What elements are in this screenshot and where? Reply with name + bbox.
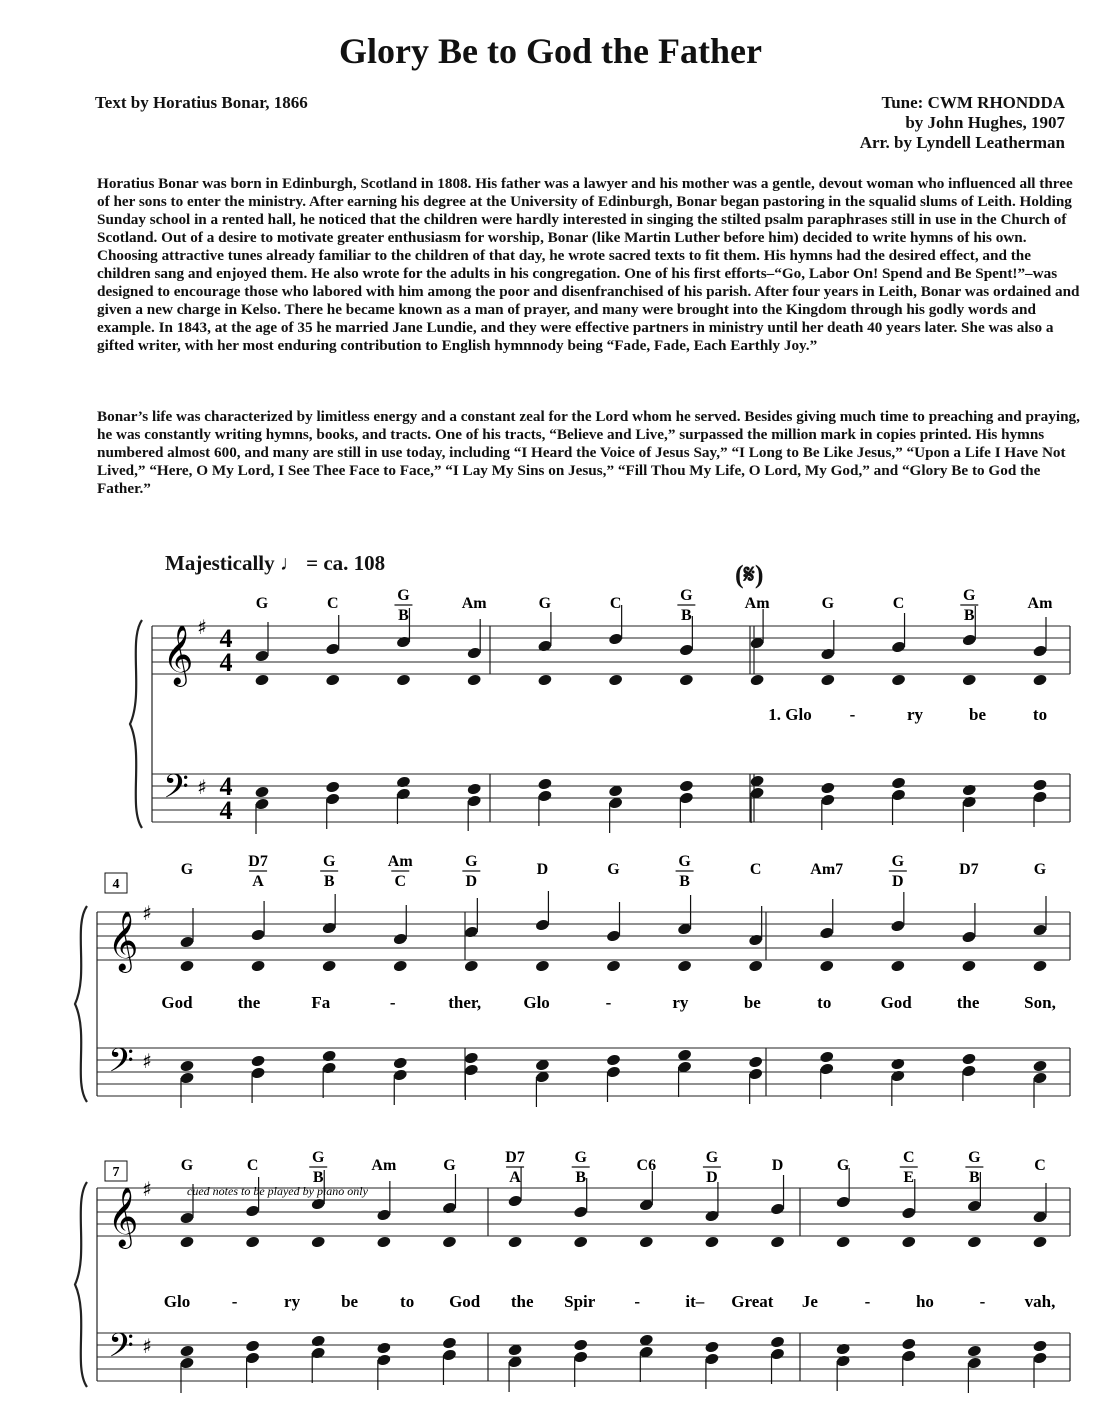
note-head [325, 673, 340, 686]
note-head [179, 1344, 194, 1357]
note-head [820, 781, 835, 794]
chord-bass-note: B [969, 1169, 980, 1186]
chord-symbol: C [749, 861, 762, 878]
chord-symbol: Am7 [810, 861, 844, 878]
chord-symbol: G [180, 861, 194, 878]
chord-symbol: G [680, 587, 693, 604]
note-head [961, 1052, 976, 1065]
note-head [466, 782, 481, 795]
lyric-syllable: Spir [564, 1292, 596, 1311]
chord-bass-note: B [963, 607, 975, 624]
chord-symbol: G [968, 1149, 981, 1166]
note-head [254, 673, 269, 686]
note-head [393, 1056, 408, 1069]
note-head [464, 959, 479, 972]
chord-bass-note: B [312, 1169, 324, 1186]
chord-symbol: Am [1027, 595, 1053, 612]
lyric-syllable: be [969, 705, 986, 724]
note-head [376, 1341, 391, 1354]
lyric-syllable: to [1032, 705, 1048, 724]
note-head [1032, 1059, 1047, 1072]
chord-symbol: C [326, 595, 339, 612]
note-head [961, 959, 976, 972]
treble-clef-icon: 𝄞 [107, 1187, 139, 1247]
chord-bass-note: B [575, 1169, 587, 1186]
time-signature: 4 [219, 796, 233, 825]
chord-symbol: G [678, 853, 691, 870]
lyric-syllable: ry [284, 1292, 301, 1311]
sharp-icon: ♯ [142, 1049, 152, 1073]
lyric-syllable: be [341, 1292, 359, 1311]
lyric-syllable: 1. Glo [768, 705, 812, 724]
lyric-syllable: Son, [1024, 993, 1056, 1012]
quarter-note-icon: ♩ [279, 551, 301, 575]
sharp-icon: ♯ [197, 615, 207, 639]
note-head [573, 1338, 588, 1351]
lyric-syllable: vah, [1024, 1292, 1056, 1311]
chord-symbol: Am [744, 595, 770, 612]
lyric-syllable: ther, [448, 993, 482, 1012]
biography-paragraph-1: Horatius Bonar was born in Edinburgh, Scotland in 1808. His father was a lawyer and his mother was a gentle, devout woman who influenced all three of her sons to enter the ministry. After earning his degree at the University of Edinburgh, Bonar began pastoring in the squalid slums of Leith. Holding Sunday school in a rented hall, he noticed that the children were hardly interested in singing the stilted psalm paraphrases still in use in the Church of Scotland. Out of a desire to motivate greater enthusiasm for worship, Bonar (like Martin Luther before him) decided to write hymns of his own. Choosing attractive tunes already familiar to the children of that day, he wrote sacred texts to fit them. His hymns had the desired effect, and the children sang and enjoyed them. He also wrote for the adults in his congregation. One of his first efforts–“Go, Labor On! Spend and Be Spent!”–was designed to encourage those who labored with him among the poor and disenfranchised of his parish. After four years in Leith, Bonar was ordained and given a new charge in Kelso. There he became known as a man of prayer, and many were brought into the Kingdom through his godly words and example. In 1843, at the age of 35 he married Jane Lundie, and they were effective partners in ministry until her death 40 years later. She was also a gifted writer, with her most enduring contribution to English hymnnody being “Fade, Fade, Each Earthly Joy.” [97, 175, 1080, 354]
chord-bass-note: E [903, 1169, 915, 1186]
note-head [819, 1050, 834, 1063]
chord-bass-note: A [509, 1169, 521, 1186]
note-head [179, 959, 194, 972]
lyric-syllable: Great [731, 1292, 774, 1311]
note-head [639, 1235, 654, 1248]
chord-symbol: G [322, 853, 336, 870]
lyric-syllable: - [849, 705, 856, 724]
sharp-icon: ♯ [142, 1177, 152, 1201]
note-head [1032, 1235, 1047, 1248]
bass-clef-icon: 𝄢 [163, 768, 189, 814]
tempo-text: Majestically [165, 551, 275, 575]
sharp-icon: ♯ [142, 1334, 152, 1358]
chord-symbol: G [1033, 861, 1047, 878]
chord-symbol: G [443, 1157, 456, 1174]
chord-symbol: C [892, 595, 905, 612]
chord-symbol: C [246, 1157, 259, 1174]
bass-clef-icon: 𝄢 [108, 1042, 134, 1088]
chord-symbol: G [180, 1157, 194, 1174]
lyric-syllable: God [449, 1292, 481, 1311]
note-head [179, 1235, 194, 1248]
note-head [901, 1235, 916, 1248]
note-head [820, 673, 835, 686]
note-head [537, 673, 552, 686]
chord-symbol: Am [461, 595, 487, 612]
chord-symbol: D [536, 861, 549, 878]
note-head [890, 1057, 905, 1070]
lyric-syllable: - [231, 1292, 238, 1311]
sharp-icon: ♯ [142, 901, 152, 925]
chord-bass-note: B [323, 873, 335, 890]
segno-mark: (𝄋) [735, 560, 764, 589]
chord-bass-note: C [394, 873, 407, 890]
lyric-syllable: ry [906, 705, 924, 724]
chord-symbol: Am [371, 1157, 397, 1174]
lyric-syllable: the [237, 993, 261, 1012]
chord-symbol: G [397, 587, 410, 604]
note-head [679, 673, 694, 686]
chord-symbol: G [607, 861, 620, 878]
note-head [901, 1337, 916, 1350]
chord-bass-note: D [465, 873, 478, 890]
note-head [507, 1235, 522, 1248]
chord-symbol: G [891, 853, 905, 870]
grand-staff-brace [130, 620, 142, 828]
note-head [250, 1054, 265, 1067]
note-head [464, 1051, 479, 1064]
note-head [748, 1055, 763, 1068]
note-head [442, 1336, 457, 1349]
chord-symbol: G [836, 1157, 850, 1174]
note-head [962, 673, 977, 686]
treble-clef-icon: 𝄞 [162, 625, 194, 685]
note-head [835, 1342, 850, 1355]
lyric-syllable: Glo [523, 993, 550, 1012]
time-signature: 4 [219, 772, 233, 801]
note-head [535, 959, 550, 972]
note-head [606, 959, 621, 972]
note-head [704, 1235, 719, 1248]
note-head [250, 959, 265, 972]
lyric-syllable: - [605, 993, 612, 1012]
lyric-syllable: - [634, 1292, 641, 1311]
chord-bass-note: D [706, 1169, 718, 1186]
note-head [748, 959, 763, 972]
note-head [891, 776, 906, 789]
chord-symbol: D7 [248, 853, 268, 870]
tune-name: Tune: CWM RHONDDA [881, 93, 1065, 112]
tempo-value: = ca. 108 [306, 551, 386, 575]
note-head [606, 1053, 621, 1066]
chord-symbol: G [574, 1149, 587, 1166]
lyric-syllable: God [161, 993, 193, 1012]
chord-symbol: C [609, 595, 622, 612]
note-head [245, 1235, 260, 1248]
chord-symbol: C [1034, 1157, 1046, 1174]
grand-staff-brace [75, 1182, 87, 1387]
time-signature: 4 [219, 648, 233, 677]
chord-bass-note: B [679, 873, 690, 890]
note-head [466, 673, 481, 686]
measure-number: 4 [112, 877, 120, 892]
note-head [245, 1339, 260, 1352]
chord-symbol: G [255, 595, 269, 612]
cue-notes-instruction: cued notes to be played by piano only [187, 1184, 368, 1198]
note-head [967, 1344, 982, 1357]
chord-bass-note: B [681, 607, 692, 624]
chord-symbol: D [771, 1157, 784, 1174]
note-head [819, 959, 834, 972]
arranger: Arr. by Lyndell Leatherman [859, 133, 1065, 152]
sharp-icon: ♯ [197, 775, 207, 799]
lyric-syllable: to [400, 1292, 415, 1311]
measure-number: 7 [112, 1165, 120, 1180]
chord-symbol: G [821, 595, 835, 612]
note-head [442, 1235, 457, 1248]
note-head [321, 1049, 336, 1062]
lyric-syllable: Glo [163, 1292, 191, 1311]
note-head [608, 673, 623, 686]
grand-staff-brace [75, 906, 87, 1102]
note-head [396, 673, 411, 686]
lyric-syllable: - [979, 1292, 986, 1311]
note-head [835, 1235, 850, 1248]
note-head [310, 1334, 325, 1347]
chord-symbol: G [705, 1149, 719, 1166]
biography-paragraph-2: Bonar’s life was characterized by limitless energy and a constant zeal for the Lord whom he served. Besides giving much time to preaching and praying, he was constantly writing hymns, books, and tracts. One of his tracts, “Believe and Live,” surpassed the million mark in copies printed. His hymns numbered almost 600, and many are still in use today, including “I Heard the Voice of Jesus Say,” “I Long to Be Like Jesus,” “Upon a Life I Have Not Lived,” “Here, O My Lord, I See Thee Face to Face,” “I Lay My Sins on Jesus,” “Fill Thou My Life, O Lord, My God,” and “Glory Be to God the Father.” [97, 408, 1080, 497]
note-head [179, 1059, 194, 1072]
lyric-syllable: Je [801, 1292, 818, 1311]
tune-composer: by John Hughes, 1907 [905, 113, 1065, 132]
lyric-syllable: - [389, 993, 396, 1012]
lyric-syllable: ho [915, 1292, 934, 1311]
time-signature: 4 [219, 624, 233, 653]
note-head [967, 1235, 982, 1248]
chord-symbol: G [312, 1149, 325, 1166]
chord-symbol: G [465, 853, 478, 870]
note-head [325, 780, 340, 793]
treble-clef-icon: 𝄞 [107, 911, 139, 971]
note-head [396, 775, 411, 788]
chord-symbol: G [538, 595, 552, 612]
note-head [1032, 1339, 1047, 1352]
note-head [393, 959, 408, 972]
text-credit: Text by Horatius Bonar, 1866 [95, 93, 308, 112]
chord-symbol: D7 [505, 1149, 525, 1166]
chord-bass-note: D [892, 873, 904, 890]
lyric-syllable: be [743, 993, 761, 1012]
note-head [1032, 778, 1047, 791]
lyric-syllable: God [880, 993, 912, 1012]
lyric-syllable: it– [685, 1292, 705, 1311]
chord-symbol: C6 [636, 1157, 657, 1174]
chord-symbol: G [963, 587, 976, 604]
lyric-syllable: the [956, 993, 980, 1012]
note-head [321, 959, 336, 972]
page-title: Glory Be to God the Father [339, 31, 762, 71]
chord-bass-note: B [398, 607, 409, 624]
chord-symbol: D7 [959, 861, 979, 878]
note-head [677, 959, 692, 972]
note-head [749, 673, 764, 686]
note-head [310, 1235, 325, 1248]
chord-symbol: Am [387, 853, 413, 870]
note-head [573, 1235, 588, 1248]
chord-bass-note: A [252, 873, 264, 890]
staff-lines [75, 620, 1070, 1387]
note-head [679, 779, 694, 792]
note-head [890, 959, 905, 972]
note-head [254, 785, 269, 798]
note-head [1032, 959, 1047, 972]
chord-symbol: C [902, 1149, 915, 1166]
lyric-syllable: Fa [311, 993, 331, 1012]
note-head [537, 777, 552, 790]
score-labels [105, 587, 1056, 1373]
lyric-syllable: - [864, 1292, 871, 1311]
lyric-syllable: to [817, 993, 832, 1012]
lyric-syllable: ry [672, 993, 689, 1012]
note-head [704, 1340, 719, 1353]
note-head [770, 1235, 785, 1248]
note-head [770, 1335, 785, 1348]
lyric-syllable: the [510, 1292, 534, 1311]
note-head [376, 1235, 391, 1248]
note-head [1032, 673, 1047, 686]
bass-clef-icon: 𝄢 [108, 1327, 134, 1373]
note-head [891, 673, 906, 686]
note-head [962, 783, 977, 796]
